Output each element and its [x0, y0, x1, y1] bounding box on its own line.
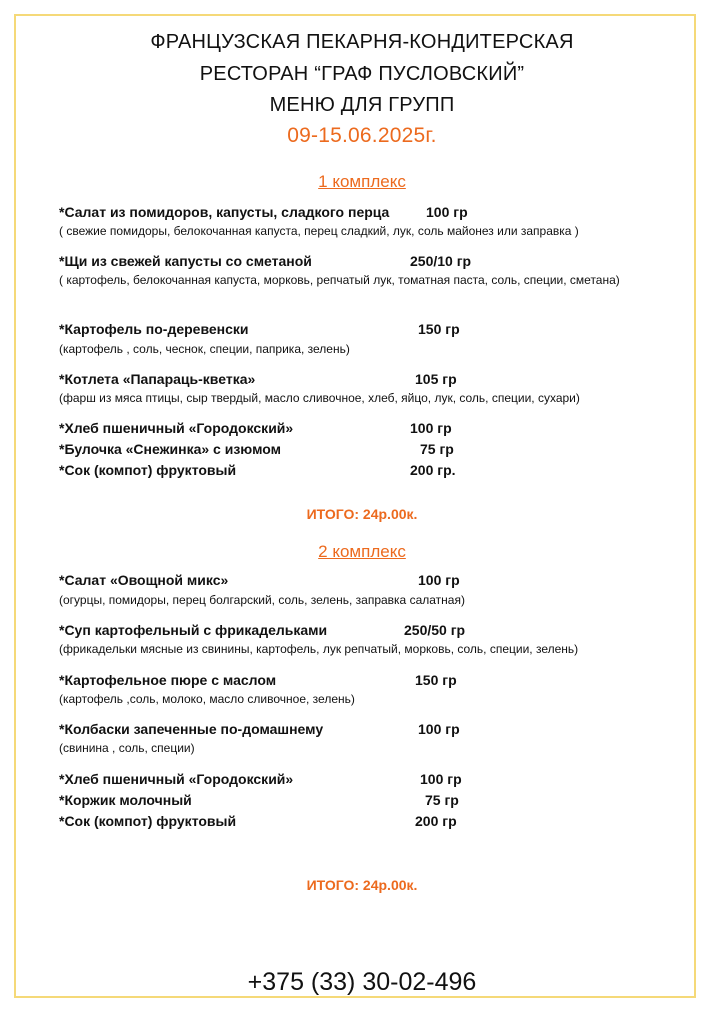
- bakery-title: ФРАНЦУЗСКАЯ ПЕКАРНЯ-КОНДИТЕРСКАЯ: [150, 31, 574, 53]
- menu-item-weight: 100 гр: [418, 572, 460, 588]
- menu-date: 09-15.06.2025г.: [287, 124, 437, 147]
- menu-item-name: *Салат из помидоров, капусты, сладкого перца: [59, 204, 390, 220]
- menu-item-weight: 100 гр: [410, 420, 452, 436]
- menu-item-name: *Картофельное пюре с маслом: [59, 672, 277, 688]
- menu-title: МЕНЮ ДЛЯ ГРУПП: [269, 94, 455, 116]
- menu-item-name: *Булочка «Снежинка» с изюмом: [59, 441, 281, 457]
- menu-item-name: *Котлета «Папараць-кветка»: [59, 371, 256, 387]
- complex1-total: ИТОГО: 24р.00к.: [306, 506, 418, 522]
- menu-item-desc: (свинина , соль, специи): [59, 741, 195, 755]
- menu-item-desc: (огурцы, помидоры, перец болгарский, соль, зелень, заправка салатная): [59, 593, 465, 607]
- menu-item-weight: 100 гр: [426, 204, 468, 220]
- menu-item-desc: (фарш из мяса птицы, сыр твердый, масло сливочное, хлеб, яйцо, лук, соль, специи, сухари): [59, 391, 580, 405]
- menu-item-desc: (фрикадельки мясные из свинины, картофель, лук репчатый, морковь, соль, специи, зелень): [59, 642, 579, 656]
- menu-item-name: *Колбаски запеченные по-домашнему: [59, 721, 324, 737]
- menu-item-desc: ( картофель, белокочанная капуста, морковь, репчатый лук, томатная паста, соль, специи, сметана): [59, 273, 620, 287]
- menu-item-weight: 150 гр: [415, 672, 457, 688]
- menu-item-weight: 100 гр: [420, 771, 462, 787]
- menu-item-name: *Салат «Овощной микс»: [59, 572, 229, 588]
- complex2-title: 2 комплекс: [318, 542, 406, 561]
- menu-item-name: *Коржик молочный: [59, 792, 192, 808]
- menu-item-desc: (картофель , соль, чеснок, специи, паприка, зелень): [59, 342, 350, 356]
- menu-item-weight: 100 гр: [418, 721, 460, 737]
- menu-item-name: *Щи из свежей капусты со сметаной: [59, 253, 312, 269]
- menu-item-weight: 250/10 гр: [410, 253, 472, 269]
- menu-item-desc: (картофель ,соль, молоко, масло сливочное, зелень): [59, 692, 355, 706]
- menu-item-weight: 250/50 гр: [404, 622, 466, 638]
- menu-item-name: *Хлеб пшеничный «Городокский»: [59, 420, 294, 436]
- menu-item-weight: 105 гр: [415, 371, 457, 387]
- menu-item-weight: 75 гр: [425, 792, 459, 808]
- menu-item-weight: 200 гр.: [410, 462, 456, 478]
- menu-item-weight: 200 гр: [415, 813, 457, 829]
- menu-item-name: *Хлеб пшеничный «Городокский»: [59, 771, 294, 787]
- menu-item-weight: 150 гр: [418, 321, 460, 337]
- menu-item-name: *Картофель по-деревенски: [59, 321, 249, 337]
- menu-item-name: *Суп картофельный с фрикадельками: [59, 622, 328, 638]
- menu-item-name: *Сок (компот) фруктовый: [59, 813, 237, 829]
- complex2-total: ИТОГО: 24р.00к.: [306, 877, 418, 893]
- phone-number: +375 (33) 30-02-496: [247, 968, 477, 996]
- menu-item-desc: ( свежие помидоры, белокочанная капуста, перец сладкий, лук, соль майонез или заправка ): [59, 224, 579, 238]
- complex1-title: 1 комплекс: [318, 172, 406, 191]
- restaurant-title: РЕСТОРАН “ГРАФ ПУСЛОВСКИЙ”: [199, 63, 525, 85]
- menu-item-weight: 75 гр: [420, 441, 454, 457]
- menu-item-name: *Сок (компот) фруктовый: [59, 462, 237, 478]
